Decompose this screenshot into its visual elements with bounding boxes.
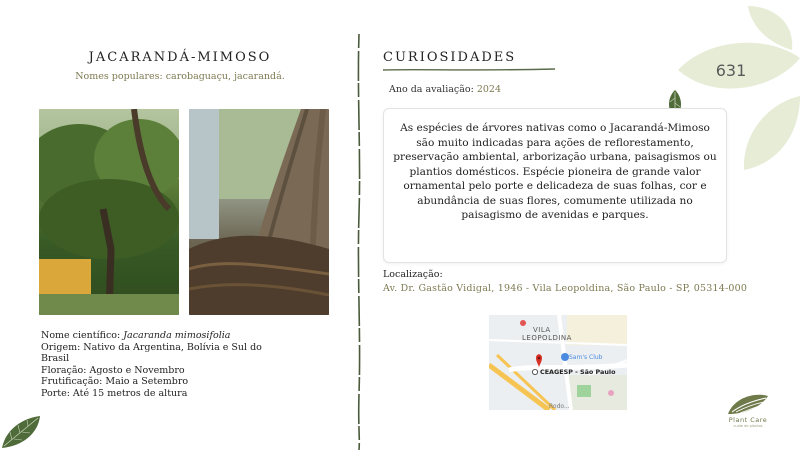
- logo-name: Plant Care: [728, 416, 768, 424]
- size-row: Porte: Até 15 metros de altura: [41, 387, 188, 399]
- logo-tagline: cuide de plantas: [733, 424, 763, 428]
- map-district-line2: LEOPOLDINA: [522, 334, 572, 342]
- vertical-divider: [356, 34, 362, 450]
- plant-care-logo-icon: [726, 392, 770, 416]
- location-address: Av. Dr. Gastão Vidigal, 1946 - Vila Leopoldina, São Paulo - SP, 05314-000: [383, 283, 748, 294]
- curiosities-text: As espécies de árvores nativas como o Jacarandá-Mimoso são muito indicadas para ações de reflorestamento, preservação ambiental, arborização urbana, paisagismos ou plantios domésticos. Espécie pioneira de grande valor ornamental pelo porte e delicadeza de suas folhas, cor e abundância de suas flores, comumente utilizada no paisagismo de avenidas e parques.: [393, 122, 717, 221]
- leaf-shape-bottom: [744, 96, 800, 170]
- tree-photo-trunk: [189, 109, 329, 315]
- origin-row-cont: Brasil: [41, 353, 70, 365]
- leaf-icon-bottom-left: [0, 414, 44, 450]
- map-pin-label: CEAGESP - São Paulo: [540, 368, 616, 376]
- map-district-line1: VILA: [533, 326, 551, 334]
- evaluation-year: Ano da avaliação: 2024: [389, 84, 502, 95]
- scientific-name: Jacaranda mimosifolia: [123, 330, 231, 341]
- map-store-label: Sam's Club: [569, 354, 603, 361]
- location-label: Localização:: [383, 269, 443, 280]
- fruiting-row: Frutificação: Maio a Setembro: [41, 376, 189, 388]
- flowering-row: Floração: Agosto e Novembro: [41, 364, 185, 376]
- popular-names: Nomes populares: carobaguaçu, jacarandá.: [75, 71, 285, 82]
- location-map[interactable]: [489, 315, 627, 410]
- title-underline: [383, 67, 555, 73]
- evaluation-number: 631: [715, 61, 747, 80]
- curiosities-textbox: [383, 108, 727, 263]
- origin-row: Origem: Nativo da Argentina, Bolívia e Sul do: [41, 341, 262, 353]
- species-facts: [41, 330, 311, 400]
- evaluation-year-value: 2024: [476, 84, 502, 95]
- species-title: JACARANDÁ-MIMOSO: [88, 50, 272, 65]
- tree-photo-canopy: [39, 109, 179, 315]
- scientific-name-row: Nome científico: Jacaranda mimosifolia: [41, 330, 231, 341]
- map-street-label: Rodo...: [549, 403, 570, 410]
- curiosities-title: CURIOSIDADES: [383, 50, 517, 65]
